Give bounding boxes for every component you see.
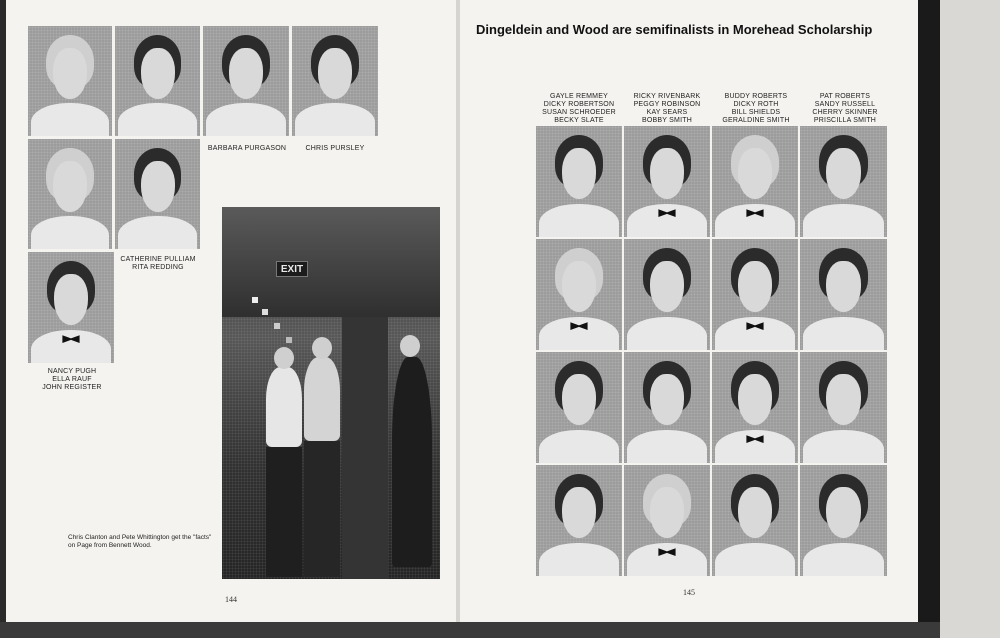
- portrait-photo: [536, 239, 622, 350]
- name-caption: CATHERINE PULLIAM RITA REDDING: [120, 256, 196, 271]
- scan-margin: [940, 0, 1000, 638]
- scan-bottom-edge: [0, 622, 940, 638]
- portrait-photo: [624, 126, 710, 237]
- page-number: 145: [683, 588, 695, 597]
- name-caption: NANCY PUGH ELLA RAUF JOHN REGISTER: [42, 368, 102, 391]
- portrait-photo: [800, 465, 887, 576]
- portrait-photo: [203, 26, 289, 136]
- portrait-photo: [536, 126, 622, 237]
- portrait-photo: [292, 26, 378, 136]
- portrait-photo: [712, 239, 798, 350]
- portrait-photo: [624, 239, 710, 350]
- column-caption: RICKY RIVENBARK PEGGY ROBINSON KAY SEARS BOBBY SMITH: [633, 93, 701, 124]
- portrait-photo: [624, 352, 710, 463]
- name-caption: CHRIS PURSLEY: [305, 145, 365, 152]
- portrait-photo: [28, 252, 114, 363]
- portrait-photo: [28, 139, 112, 249]
- portrait-photo: [115, 26, 200, 136]
- column-caption: BUDDY ROBERTS DICKY ROTH BILL SHIELDS GERALDINE SMITH: [722, 93, 790, 124]
- hallway-photo: [222, 207, 440, 579]
- photo-caption: Chris Clanton and Pete Whittington get the "facts" on Page from Bennett Wood.: [68, 534, 212, 549]
- portrait-photo: [800, 239, 887, 350]
- portrait-photo: [800, 352, 887, 463]
- portrait-photo: [712, 126, 798, 237]
- exit-sign: EXIT: [276, 261, 308, 277]
- page-headline: Dingeldein and Wood are semifinalists in Morehead Scholarship: [476, 22, 873, 37]
- portrait-photo: [28, 26, 112, 136]
- book-edge: [918, 0, 940, 622]
- page-number: 144: [225, 595, 237, 604]
- column-caption: GAYLE REMMEY DICKY ROBERTSON SUSAN SCHROEDER BECKY SLATE: [542, 93, 616, 124]
- portrait-photo: [624, 465, 710, 576]
- portrait-photo: [536, 465, 622, 576]
- portrait-photo: [712, 352, 798, 463]
- name-caption: BARBARA PURGASON: [207, 145, 287, 152]
- portrait-photo: [115, 139, 200, 249]
- portrait-photo: [800, 126, 887, 237]
- portrait-photo: [536, 352, 622, 463]
- portrait-photo: [712, 465, 798, 576]
- column-caption: PAT ROBERTS SANDY RUSSELL CHERRY SKINNER PRISCILLA SMITH: [812, 93, 878, 124]
